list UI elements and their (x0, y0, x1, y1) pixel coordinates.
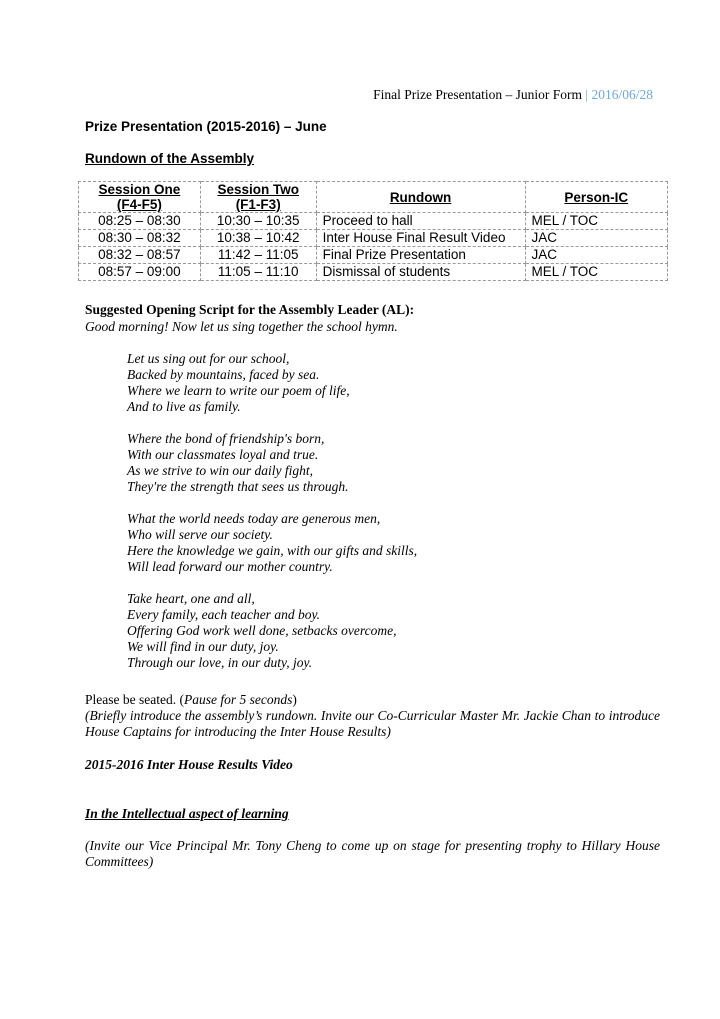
hymn-line: Where we learn to write our poem of life, (127, 383, 350, 398)
cell-rundown-item: Proceed to hall (316, 213, 525, 230)
header-session-one-sub: (F4-F5) (116, 197, 162, 212)
hymn-line: With our classmates loyal and true. (127, 447, 319, 462)
hymn-line: Take heart, one and all, (127, 591, 255, 606)
header-session-two (200, 182, 316, 213)
header-title: Final Prize Presentation – Junior Form (373, 87, 583, 102)
cell-session-two: 10:38 – 10:42 (200, 230, 316, 247)
cell-rundown-item: Inter House Final Result Video (316, 230, 525, 247)
header-session-two-label: Session Two (217, 182, 299, 197)
page-header (373, 87, 653, 103)
header-separator: | (585, 87, 589, 102)
header-session-one (79, 182, 201, 213)
table-row (79, 230, 668, 247)
cell-person-ic: MEL / TOC (525, 264, 668, 281)
cell-rundown-item: Final Prize Presentation (316, 247, 525, 264)
hymn-line: Through our love, in our duty, joy. (127, 655, 313, 670)
table-header-row (79, 182, 668, 213)
table-row (79, 264, 668, 281)
cell-session-one: 08:25 – 08:30 (79, 213, 201, 230)
hymn-line: And to live as family. (127, 399, 241, 414)
cell-session-one: 08:30 – 08:32 (79, 230, 201, 247)
rundown-table (78, 181, 668, 281)
hymn-line: Will lead forward our mother country. (127, 559, 333, 574)
opening-line: Good morning! Now let us sing together the school hymn. (85, 319, 398, 334)
please-be-seated (85, 692, 297, 708)
cell-session-two: 10:30 – 10:35 (200, 213, 316, 230)
header-rundown: Rundown (316, 182, 525, 213)
pause-note: Pause for 5 seconds (183, 692, 293, 707)
invite-instruction: (Invite our Vice Principal Mr. Tony Cheng to come up on stage for presenting trophy to Hillary House Committees) (85, 838, 660, 869)
cell-session-two: 11:05 – 11:10 (200, 264, 316, 281)
brief-instruction: (Briefly introduce the assembly’s rundown. Invite our Co-Curricular Master Mr. Jackie Chan to introduce House Captains for introducing the Inter House Results) (85, 708, 660, 739)
cell-session-one: 08:32 – 08:57 (79, 247, 201, 264)
cell-session-one: 08:57 – 09:00 (79, 264, 201, 281)
header-session-two-sub: (F1-F3) (235, 197, 281, 212)
hymn-line: Who will serve our society. (127, 527, 273, 542)
hymn-stanza (127, 431, 417, 495)
hymn-line: They're the strength that sees us through. (127, 479, 349, 494)
hymn-stanza (127, 591, 417, 671)
cell-person-ic: MEL / TOC (525, 213, 668, 230)
hymn-line: Every family, each teacher and boy. (127, 607, 321, 622)
document-subtitle: Rundown of the Assembly (85, 151, 255, 166)
hymn-stanza (127, 511, 417, 575)
hymn-line: We will find in our duty, joy. (127, 639, 279, 654)
hymn-line: Where the bond of friendship's born, (127, 431, 325, 446)
table-row (79, 213, 668, 230)
header-session-one-label: Session One (98, 182, 181, 197)
hymn-line: Let us sing out for our school, (127, 351, 290, 366)
cell-rundown-item: Dismissal of students (316, 264, 525, 281)
hymn-line: As we strive to win our daily fight, (127, 463, 313, 478)
header-person-ic: Person-IC (525, 182, 668, 213)
script-heading: Suggested Opening Script for the Assembly Leader (AL): (85, 302, 415, 317)
hymn-line: What the world needs today are generous men, (127, 511, 381, 526)
cell-session-two: 11:42 – 11:05 (200, 247, 316, 264)
school-hymn (127, 351, 417, 687)
cell-person-ic: JAC (525, 247, 668, 264)
hymn-stanza (127, 351, 417, 415)
document-title: Prize Presentation (2015-2016) – June (85, 119, 327, 134)
results-video-heading: 2015-2016 Inter House Results Video (85, 757, 293, 772)
cell-person-ic: JAC (525, 230, 668, 247)
table-row (79, 247, 668, 264)
header-date: 2016/06/28 (591, 87, 653, 102)
hymn-line: Backed by mountains, faced by sea. (127, 367, 320, 382)
hymn-line: Here the knowledge we gain, with our gifts and skills, (127, 543, 418, 558)
please-suffix: ) (292, 692, 297, 707)
intellectual-aspect-heading: In the Intellectual aspect of learning (85, 806, 289, 821)
hymn-line: Offering God work well done, setbacks overcome, (127, 623, 397, 638)
please-prefix: Please be seated. ( (85, 692, 184, 707)
